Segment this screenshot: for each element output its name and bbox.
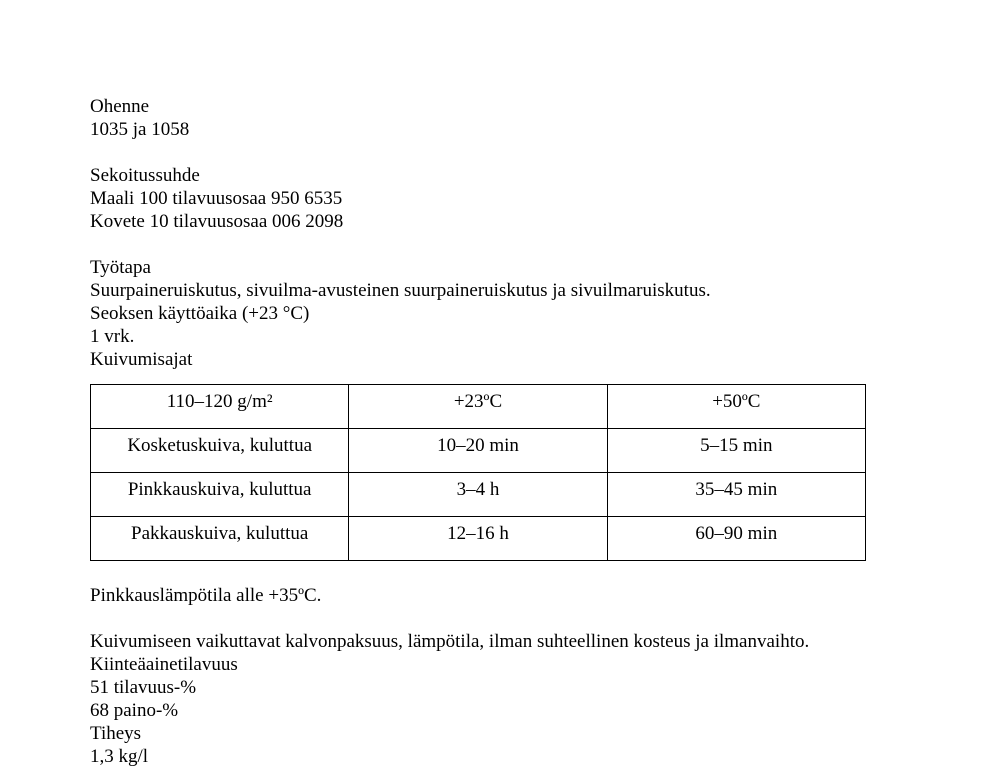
table-header-row: [91, 385, 866, 429]
table-cell: Pinkkauskuiva, kuluttua: [91, 473, 349, 517]
drying-times-table: [90, 384, 866, 561]
table-cell: 12–16 h: [349, 517, 607, 561]
table-row: [91, 429, 866, 473]
text-line: Kuivumisajat: [90, 349, 193, 370]
section-heading: Sekoitussuhde: [90, 165, 200, 186]
text-line: Pinkkauslämpötila alle +35ºC.: [90, 585, 322, 606]
text-line: Suurpaineruiskutus, sivuilma-avusteinen suurpaineruiskutus ja sivuilmaruiskutus.: [90, 280, 711, 301]
blank-line: [90, 141, 890, 164]
text-line: 51 tilavuus-%: [90, 677, 197, 698]
table-header-cell: +50ºC: [607, 385, 865, 429]
text-line: Maali 100 tilavuusosaa 950 6535: [90, 188, 343, 209]
table-cell: 3–4 h: [349, 473, 607, 517]
section-heading: Ohenne: [90, 96, 150, 117]
text-line: Seoksen käyttöaika (+23 °C): [90, 303, 310, 324]
table-row: [91, 517, 866, 561]
table-cell: 10–20 min: [349, 429, 607, 473]
text-line: Kuivumiseen vaikuttavat kalvonpaksuus, lämpötila, ilman suhteellinen kosteus ja ilmanvaihto.: [90, 631, 810, 652]
section-heading: Kiinteäainetilavuus: [90, 654, 238, 675]
table-cell: Kosketuskuiva, kuluttua: [91, 429, 349, 473]
section-heading: Työtapa: [90, 257, 151, 278]
table-cell: Pakkauskuiva, kuluttua: [91, 517, 349, 561]
blank-line: [90, 607, 890, 630]
table-cell: 60–90 min: [607, 517, 865, 561]
text-line: 1035 ja 1058: [90, 119, 190, 140]
properties-section: [90, 630, 890, 768]
text-line: 1,3 kg/l: [90, 746, 149, 767]
text-line: 68 paino-%: [90, 700, 179, 721]
mixing-ratio-section: [90, 164, 890, 233]
section-heading: Tiheys: [90, 723, 142, 744]
application-section: [90, 256, 890, 371]
table-cell: 5–15 min: [607, 429, 865, 473]
table-cell: 35–45 min: [607, 473, 865, 517]
thinner-section: [90, 95, 890, 141]
text-line: 1 vrk.: [90, 326, 135, 347]
blank-line: [90, 233, 890, 256]
table-header-cell: 110–120 g/m²: [91, 385, 349, 429]
document-content: [90, 95, 890, 768]
table-row: [91, 473, 866, 517]
stacking-temp-section: [90, 584, 890, 607]
text-line: Kovete 10 tilavuusosaa 006 2098: [90, 211, 344, 232]
table-header-cell: +23ºC: [349, 385, 607, 429]
